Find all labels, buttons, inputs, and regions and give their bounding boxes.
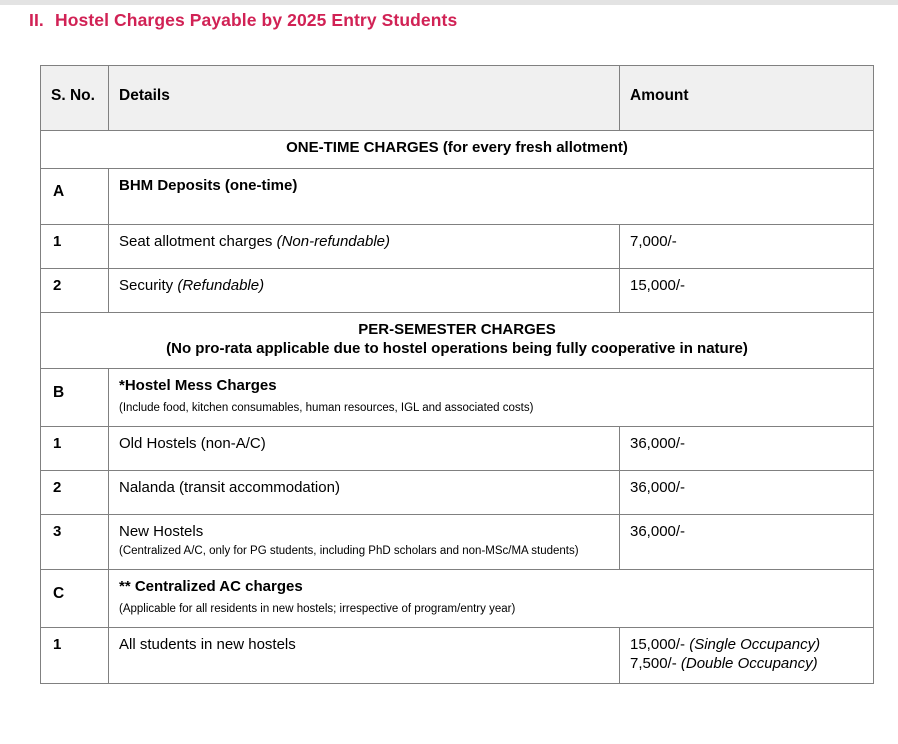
amount-value: 15,000/- <box>630 635 690 653</box>
group-note: (Applicable for all residents in new hostels; irrespective of program/entry year) <box>119 602 516 615</box>
table-row <box>41 514 874 569</box>
row-label-c: C <box>41 570 109 628</box>
row-detail-new-hostels <box>109 514 620 569</box>
group-title-centralized-ac-charges <box>109 570 874 628</box>
amount-line-double <box>630 655 863 674</box>
row-amount: 36,000/- <box>620 514 874 569</box>
row-detail-security <box>109 268 620 312</box>
table-row <box>41 369 874 427</box>
page-title <box>29 10 457 31</box>
row-detail-old-hostels: Old Hostels (non-A/C) <box>109 426 620 470</box>
table-row <box>41 224 874 268</box>
group-title-text: ** Centralized AC charges <box>119 578 303 596</box>
row-number: 1 <box>41 426 109 470</box>
document-page <box>0 5 898 744</box>
row-number: 1 <box>41 224 109 268</box>
table-row <box>41 131 874 169</box>
row-number: 3 <box>41 514 109 569</box>
table-row <box>41 312 874 369</box>
table-row <box>41 470 874 514</box>
table-row <box>41 627 874 684</box>
row-detail-seat-allotment <box>109 224 620 268</box>
group-title-text: *Hostel Mess Charges <box>119 377 277 395</box>
banner-per-semester-charges <box>41 312 874 369</box>
row-detail-nalanda: Nalanda (transit accommodation) <box>109 470 620 514</box>
hostel-charges-table <box>40 65 874 684</box>
detail-emphasis: (Non-refundable) <box>276 232 390 250</box>
table-header-row <box>41 66 874 131</box>
amount-line-single <box>630 636 863 655</box>
row-amount: 36,000/- <box>620 470 874 514</box>
row-label-b: B <box>41 369 109 427</box>
section-number: II. <box>29 10 44 30</box>
row-amount-occupancy <box>620 627 874 684</box>
row-detail-all-students-new-hostels: All students in new hostels <box>109 627 620 684</box>
column-header-details: Details <box>109 66 620 131</box>
row-amount: 7,000/- <box>620 224 874 268</box>
occupancy-label: (Double Occupancy) <box>680 654 818 672</box>
group-title-hostel-mess-charges <box>109 369 874 427</box>
table-row <box>41 570 874 628</box>
section-title-text: Hostel Charges Payable by 2025 Entry Students <box>55 10 458 30</box>
banner-one-time-charges: ONE-TIME CHARGES (for every fresh allotment) <box>41 131 874 169</box>
group-title-bhm-deposits: BHM Deposits (one-time) <box>109 168 874 224</box>
row-number: 2 <box>41 268 109 312</box>
detail-text: New Hostels <box>119 522 204 540</box>
detail-note: (Centralized A/C, only for PG students, including PhD scholars and non-MSc/MA students) <box>119 544 579 557</box>
row-amount: 15,000/- <box>620 268 874 312</box>
banner-line-2: (No pro-rata applicable due to hostel operations being fully cooperative in nature) <box>166 339 748 357</box>
table-row <box>41 426 874 470</box>
occupancy-label: (Single Occupancy) <box>689 635 821 653</box>
detail-emphasis: (Refundable) <box>177 276 265 294</box>
table-row <box>41 168 874 224</box>
detail-text: Security <box>119 276 178 294</box>
group-note: (Include food, kitchen consumables, human resources, IGL and associated costs) <box>119 402 534 414</box>
amount-value: 7,500/- <box>630 654 681 672</box>
detail-text: Seat allotment charges <box>119 232 277 250</box>
row-number: 2 <box>41 470 109 514</box>
row-number: 1 <box>41 627 109 684</box>
column-header-sno: S. No. <box>41 66 109 131</box>
banner-line-1: PER-SEMESTER CHARGES <box>358 320 556 338</box>
row-label-a: A <box>41 168 109 224</box>
row-amount: 36,000/- <box>620 426 874 470</box>
table-row <box>41 268 874 312</box>
column-header-amount: Amount <box>620 66 874 131</box>
